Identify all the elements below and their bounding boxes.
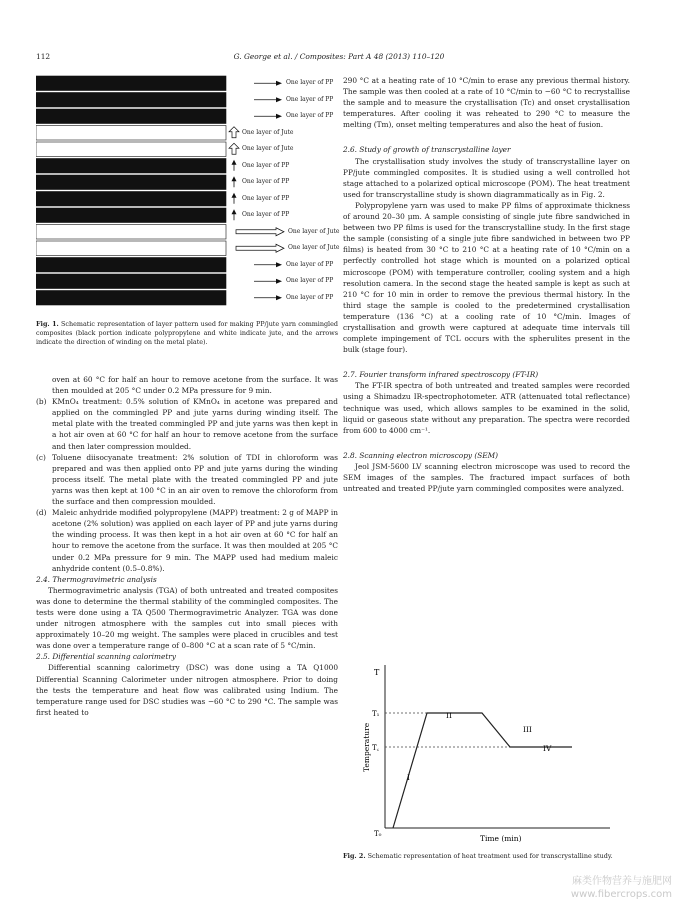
winding-arrow-icon xyxy=(232,160,237,171)
stage-label-3: III xyxy=(523,725,532,734)
stage-label-1: I xyxy=(407,773,410,782)
figure-2-caption-label: Fig. 2. xyxy=(343,852,366,860)
paragraph-continuation: 290 °C at a heating rate of 10 °C/min to erase any previous thermal history. The sample was then cooled at a rate of 10 °C/min to −60 °C to recrystallise the sample and to measure the crystallisation (Tc) and onset crystallisation temperatures. After cooling it was reheated to 290 °C to measure the melting (Tm), onset melting temperatures and also the heat of fusion. xyxy=(343,76,630,130)
section-heading-2-4: 2.4. Thermogravimetric analysis xyxy=(36,574,157,584)
jute-layer xyxy=(36,142,226,157)
paragraph-continuation: oven at 60 °C for half an hour to remove acetone from the surface. It was then moulded at 205 °C under 0.2 MPa pressure for 9 min. xyxy=(52,375,338,396)
list-item-text: Maleic anhydride modified polypropylene (MAPP) treatment: 2 g of MAPP in acetone (2% solution) was applied on each layer of PP and jute yarns during the winding process. It was then kept in a hot air oven at 60 °C for half an hour to remove the acetone from the surface. It was then moulded at 205 °C under 0.2 MPa pressure for 9 min. The MAPP used had medium maleic anhydride content (0.5–0.8%). xyxy=(52,508,338,573)
right-column xyxy=(343,75,630,494)
pp-layer xyxy=(36,76,226,91)
figure-2-caption-text: Schematic representation of heat treatment used for transcrystalline study. xyxy=(367,852,613,860)
stage-label-4: IV xyxy=(543,744,552,753)
section-heading-2-5: 2.5. Differential scanning calorimetry xyxy=(36,652,176,662)
list-item-label: (b) xyxy=(36,397,47,407)
winding-arrow-icon xyxy=(254,279,282,284)
figure-1-caption-label: Fig. 1. xyxy=(36,320,59,328)
figure-1-layer-diagram xyxy=(36,75,338,310)
layer-label: One layer of Jute xyxy=(288,244,340,251)
layer-label: One layer of PP xyxy=(242,178,290,185)
paragraph: Differential scanning calorimetry (DSC) was done using a TA Q1000 Differential Scanning Calorimeter under nitrogen atmosphere. Prior to doing the tests the temperature and heat flow was calibrated using Indium. The temperature range used for DSC studies was −60 °C to 290 °C. The sample was first heated to xyxy=(36,663,338,717)
x-axis-label: Time (min) xyxy=(480,834,522,843)
layer-stack-svg xyxy=(36,75,338,310)
y-top-label: T xyxy=(374,668,380,677)
winding-arrow-icon xyxy=(232,209,237,220)
paragraph: The crystallisation study involves the study of transcrystalline layer on PP/jute commingled composites. It is studied using a well controlled hot stage attached to a polarized optical microscope (POM). The heat treatment used for transcrystalline study is shown diagrammatically as in Fig. 2. xyxy=(343,156,630,199)
tc-label: T꜀ xyxy=(372,744,380,752)
layer-label: One layer of PP xyxy=(286,260,334,268)
figure-2-heat-treatment-diagram xyxy=(360,660,620,850)
pp-layer xyxy=(36,175,226,190)
winding-arrow-icon xyxy=(254,97,282,102)
pp-layer xyxy=(36,159,226,174)
pp-layer xyxy=(36,208,226,223)
winding-arrow-icon xyxy=(232,193,237,204)
t1-label: T₁ xyxy=(372,710,380,718)
figure-2-caption xyxy=(343,852,638,861)
winding-arrow-icon xyxy=(254,114,282,119)
layer-label: One layer of PP xyxy=(242,211,290,218)
layer-label: One layer of PP xyxy=(286,112,334,119)
layer-label: One layer of Jute xyxy=(242,128,294,136)
list-item-label: (d) xyxy=(36,508,47,518)
layer-label: One layer of PP xyxy=(242,161,290,169)
pp-layer xyxy=(36,93,226,108)
winding-arrow-icon xyxy=(232,176,237,187)
layer-label: One layer of Jute xyxy=(242,145,294,152)
pp-layer xyxy=(36,291,226,306)
stage-label-2: II xyxy=(446,711,452,720)
layer-label: One layer of PP xyxy=(286,95,334,103)
jute-layer xyxy=(36,126,226,141)
paragraph: Thermogravimetric analysis (TGA) of both untreated and treated composites was done to determine the thermal stability of the commingled composites. The tests were done using a TA Q500 Thermogravimetric Analyzer. TGA was done under nitrogen atmosphere with the samples cut into small pieces with approximately 10–20 mg weight. The samples were placed in crucibles and test was done over a temperature range of 0–800 °C at a scan rate of 5 °C/min. xyxy=(36,585,338,651)
winding-arrow-icon xyxy=(236,228,284,236)
layer-label: One layer of PP xyxy=(286,277,334,284)
y-axis-label: Temperature xyxy=(362,722,371,772)
paragraph: The FT-IR spectra of both untreated and treated samples were recorded using a Shimadzu IR-spectrophotometer. ATR (attenuated total reflectance) technique was used, which allows samples to be examined in the solid, liquid or gaseous state without any preparation. The spectra were recorded from 600 to 4000 cm⁻¹. xyxy=(343,381,630,435)
temperature-profile-line xyxy=(393,713,572,828)
winding-arrow-icon xyxy=(229,127,239,138)
list-item-label: (c) xyxy=(36,452,46,462)
winding-arrow-icon xyxy=(254,295,282,300)
section-heading-2-6: 2.6. Study of growth of transcrystalline layer xyxy=(343,145,511,155)
list-item-text: KMnO₄ treatment: 0.5% solution of KMnO₄ in acetone was prepared and applied on the commingled PP and jute yarns during winding itself. The metal plate with the treated commingled PP and jute yarns was then kept in a hot air oven at 60 °C for half an hour to remove acetone from the surface and then later compression moulded. xyxy=(52,397,338,451)
list-item xyxy=(36,396,338,451)
winding-arrow-icon xyxy=(254,262,282,267)
section-heading-2-8: 2.8. Scanning electron microscopy (SEM) xyxy=(343,450,499,460)
paragraph: Jeol JSM-5600 LV scanning electron microscope was used to record the SEM images of the samples. The fractured impact surfaces of both untreated and treated PP/jute yarn commingled composites were analyzed. xyxy=(343,461,630,494)
page-number: 112 xyxy=(36,52,51,61)
running-header xyxy=(36,52,642,66)
journal-citation: G. George et al. / Composites: Part A 48 (2013) 110–120 xyxy=(233,52,445,61)
figure-1-caption-text: Schematic representation of layer pattern used for making PP/jute yarn commingled composites (black portion indicate polypropylene and white indicate jute, and the arrows indicate the direction of winding on the metal plate). xyxy=(36,320,338,346)
winding-arrow-icon xyxy=(254,81,282,86)
watermark-line-1: 麻类作物营养与施肥网 xyxy=(572,876,672,887)
t0-label: T₀ xyxy=(374,830,382,838)
winding-arrow-icon xyxy=(236,244,284,252)
pp-layer xyxy=(36,192,226,207)
pp-layer xyxy=(36,109,226,124)
watermark xyxy=(571,875,672,901)
list-item xyxy=(36,507,338,574)
jute-layer xyxy=(36,225,226,240)
paragraph: Polypropylene yarn was used to make PP films of approximate thickness of around 20–30 μm. A sample consisting of single jute fibre sandwiched in between two PP films is used for the transcrystalline study. In the first stage the sample (consisting of a single jute fibre sandwiched in between two PP films) is heated from 30 °C to 210 °C at a heating rate of 10 °C/min on a perfectly controlled hot stage which is mounted on a polarized optical microscope (POM) with temperature controller, cooling system and a high resolution camera. In the second stage the heated sample is kept as such at 210 °C for 10 min in order to remove the previous thermal history. In the third stage the sample is cooled to the predetermined crystallisation temperature (136 °C) at a cooling rate of 10 °C/min. Images of crystallisation and growth were captured at adequate time intervals till complete impingement of TCL occurs with the spherulites present in the bulk (stage four). xyxy=(343,200,630,355)
left-column xyxy=(36,374,338,718)
section-heading-2-7: 2.7. Fourier transform infrared spectroscopy (FT-IR) xyxy=(343,370,539,380)
jute-layer xyxy=(36,241,226,256)
pp-layer xyxy=(36,258,226,273)
watermark-line-2: www.fibercrops.com xyxy=(570,889,672,900)
list-item-text: Toluene diisocyanate treatment: 2% solution of TDI in chloroform was prepared and was then applied onto PP and jute yarns during the winding process itself. The metal plate with the treated commingled PP and jute yarns was then kept at 100 °C in an air oven to remove the chloroform from the surface and then compression moulded. xyxy=(52,452,338,507)
layer-label: One layer of PP xyxy=(286,293,334,301)
figure-1-caption xyxy=(36,320,338,347)
layer-label: One layer of Jute xyxy=(288,227,340,235)
list-item xyxy=(36,452,338,507)
winding-arrow-icon xyxy=(229,143,239,154)
layer-label: One layer of PP xyxy=(286,79,334,86)
pp-layer xyxy=(36,274,226,289)
layer-label: One layer of PP xyxy=(242,194,290,202)
